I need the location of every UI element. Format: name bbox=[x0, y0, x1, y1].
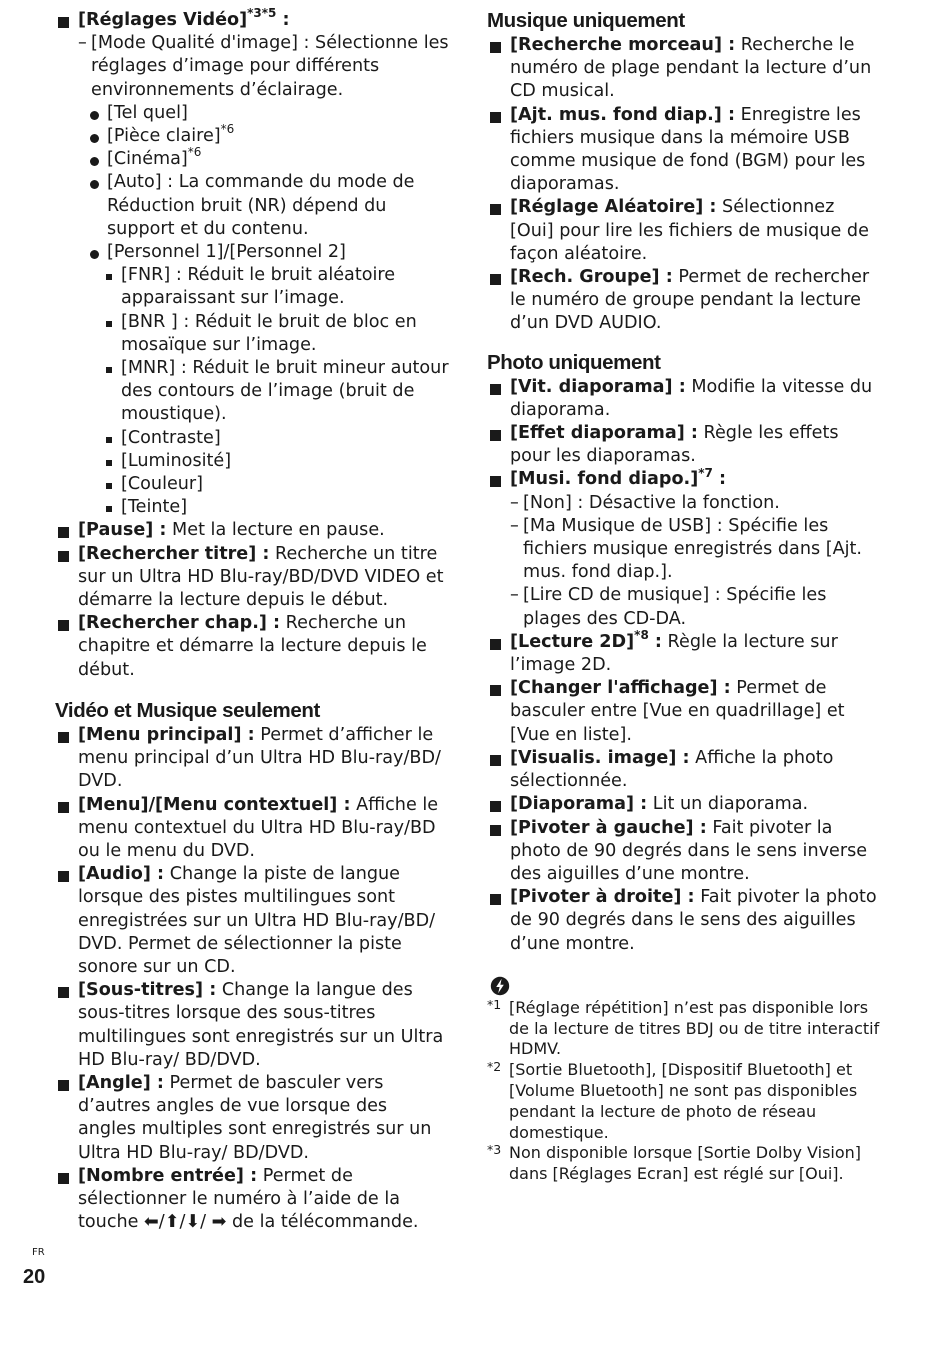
desc-play-2d: Règle la lecture sur l’image 2D. bbox=[510, 631, 838, 676]
term-video-settings: [Réglages Vidéo] bbox=[78, 10, 248, 30]
term-view-image: [Visualis. image] : bbox=[510, 747, 690, 768]
item-top-menu bbox=[55, 724, 450, 794]
desc-track-search: Recherche le numéro de plage pendant la lecture d’un CD musical. bbox=[510, 35, 872, 102]
item-shuffle bbox=[487, 196, 882, 266]
sub-option-contraste: [Contraste] bbox=[104, 427, 450, 450]
term-colon: : bbox=[712, 469, 727, 490]
quality-mode-entry: – [Mode Qualité d'image] : Sélectionne les réglages d’image pour différents environnements d’éclairage. bbox=[78, 32, 450, 102]
item-rotate-left bbox=[487, 817, 882, 887]
item-audio bbox=[55, 863, 450, 979]
term-popup-menu: [Menu]/[Menu contextuel] : bbox=[78, 794, 351, 815]
desc-slide-effect: Règle les effets pour les diaporamas. bbox=[510, 423, 839, 467]
item-slide-speed bbox=[487, 376, 882, 422]
option-auto: [Auto] : La commande du mode de Réduction bruit (NR) dépend du support et du contenu. bbox=[88, 171, 450, 241]
page-language: FR bbox=[32, 1247, 45, 1258]
term-search-chapter: [Rechercher chap.] : bbox=[78, 613, 281, 634]
item-rotate-right bbox=[487, 886, 882, 956]
item-popup-menu bbox=[55, 794, 450, 864]
sub-option-teinte: [Teinte] bbox=[104, 496, 450, 519]
footnote-1 bbox=[487, 998, 882, 1060]
term-shuffle: [Réglage Aléatoire] : bbox=[510, 197, 717, 218]
desc-number-entry: Permet de sélectionner le numéro à l’aide de la touche bbox=[78, 1165, 401, 1233]
option-label: [Cinéma] bbox=[107, 149, 188, 170]
desc-slide-speed: Modifie la vitesse du diaporama. bbox=[510, 376, 873, 420]
heading-video-music: Vidéo et Musique seulement bbox=[55, 698, 320, 722]
footnote-ref: *6 bbox=[187, 145, 202, 160]
left-column bbox=[55, 6, 450, 1234]
arrow-keys-icon: ⬅/⬆/⬇/ ➡ bbox=[138, 1212, 227, 1233]
item-slide-bgm bbox=[487, 465, 882, 630]
desc-top-menu: Permet d’afficher le menu principal d’un Ultra HD Blu-ray/BD/ DVD. bbox=[78, 724, 441, 792]
option-label: [Pièce claire] bbox=[107, 126, 221, 147]
item-add-bgm bbox=[487, 104, 882, 197]
heading-music-only: Musique uniquement bbox=[487, 9, 685, 32]
term-track-search: [Recherche morceau] : bbox=[510, 35, 736, 55]
item-search-chapter bbox=[55, 612, 450, 682]
desc-search-title: Recherche un titre sur un Ultra HD Blu-ray/BD/DVD VIDEO et démarre la lecture depuis le début. bbox=[78, 543, 444, 611]
term-add-bgm: [Ajt. mus. fond diap.] : bbox=[510, 104, 736, 125]
term-number-entry: [Nombre entrée] : bbox=[78, 1165, 258, 1186]
term-slide-effect: [Effet diaporama] : bbox=[510, 423, 698, 444]
desc-audio: Change la piste de langue lorsque des pistes multilingues sont enregistrées sur un Ultra HD Blu-ray/BD/ DVD. Permet de sélectionner la piste sonore sur un CD. bbox=[78, 864, 436, 977]
item-search-title bbox=[55, 543, 450, 613]
item-slideshow bbox=[487, 793, 882, 816]
desc-subtitle: Change la langue des sous-titres lorsque des sous-titres multilingues sont enregistrés sur un Ultra HD Blu-ray/ BD/DVD. bbox=[78, 980, 444, 1070]
item-angle bbox=[55, 1072, 450, 1165]
option-non: – [Non] : Désactive la fonction. bbox=[510, 492, 882, 515]
term-top-menu: [Menu principal] : bbox=[78, 724, 255, 745]
term-slideshow: [Diaporama] : bbox=[510, 794, 648, 815]
term-colon: : bbox=[276, 10, 290, 30]
footnote-mark: *1 bbox=[487, 996, 502, 1012]
item-group-search bbox=[487, 266, 882, 336]
footnote-mark: *3 bbox=[487, 1142, 502, 1158]
option-personnel: [Personnel 1]/[Personnel 2] bbox=[88, 241, 450, 264]
term-slide-speed: [Vit. diaporama] : bbox=[510, 376, 686, 397]
desc-angle: Permet de basculer vers d’autres angles de vue lorsque des angles multiples sont enregistrés sur un Ultra HD Blu-ray/ BD/DVD. bbox=[78, 1072, 432, 1163]
footnote-3 bbox=[487, 1143, 882, 1185]
right-column bbox=[487, 9, 882, 1185]
footnote-text: [Sortie Bluetooth], [Dispositif Bluetooth] et [Volume Bluetooth] ne sont pas disponibles pendant la lecture de photo de réseau domestique. bbox=[509, 1060, 858, 1142]
desc-add-bgm: Enregistre les fichiers musique dans la mémoire USB comme musique de fond (BGM) pour les diaporamas. bbox=[510, 104, 866, 195]
term-colon: : bbox=[648, 631, 662, 652]
item-video-settings bbox=[55, 6, 450, 519]
sub-option-luminosite: [Luminosité] bbox=[104, 450, 450, 473]
term-audio: [Audio] : bbox=[78, 864, 165, 885]
sub-option-bnr: [BNR ] : Réduit le bruit de bloc en mosaïque sur l’image. bbox=[104, 311, 450, 357]
term-rotate-right: [Pivoter à droite] : bbox=[510, 887, 695, 908]
option-music-cd: – [Lire CD de musique] : Spécifie les plages des CD-DA. bbox=[510, 584, 882, 630]
footnote-mark: *2 bbox=[487, 1059, 502, 1075]
desc-rotate-right: Fait pivoter la photo de 90 degrés dans le sens des aiguilles d’une montre. bbox=[510, 887, 877, 954]
footnote-ref: *8 bbox=[634, 628, 649, 643]
option-usb-music: – [Ma Musique de USB] : Spécifie les fichiers musique enregistrés dans [Ajt. mus. fond diap.]. bbox=[510, 515, 882, 585]
footnote-text: Non disponible lorsque [Sortie Dolby Vision] dans [Réglages Ecran] est réglé sur [Oui]. bbox=[509, 1143, 862, 1184]
desc-shuffle: Sélectionnez [Oui] pour lire les fichiers de musique de façon aléatoire. bbox=[510, 197, 869, 264]
sub-option-mnr: [MNR] : Réduit le bruit mineur autour des contours de l’image (bruit de moustique). bbox=[104, 357, 450, 427]
desc-slideshow: Lit un diaporama. bbox=[647, 794, 809, 815]
sub-option-fnr: [FNR] : Réduit le bruit aléatoire apparaissant sur l’image. bbox=[104, 264, 450, 310]
footnote-text: [Réglage répétition] n’est pas disponible lors de la lecture de titres BDJ ou de titre interactif HDMV. bbox=[509, 997, 880, 1059]
term-play-2d: [Lecture 2D] bbox=[510, 631, 635, 652]
desc-change-display: Permet de basculer entre [Vue en quadrillage] et [Vue en liste]. bbox=[510, 678, 845, 745]
footnote-ref: *7 bbox=[698, 465, 713, 480]
term-subtitle: [Sous-titres] : bbox=[78, 980, 217, 1001]
note-icon bbox=[490, 976, 510, 996]
item-slide-effect bbox=[487, 422, 882, 468]
term-search-title: [Rechercher titre] : bbox=[78, 543, 270, 564]
term-rotate-left: [Pivoter à gauche] : bbox=[510, 817, 707, 838]
item-pause bbox=[55, 519, 450, 542]
sub-option-couleur: [Couleur] bbox=[104, 473, 450, 496]
term-angle: [Angle] : bbox=[78, 1072, 164, 1093]
desc-group-search: Permet de rechercher le numéro de groupe pendant la lecture d’un DVD AUDIO. bbox=[510, 267, 870, 334]
term-group-search: [Rech. Groupe] : bbox=[510, 267, 673, 288]
desc-popup-menu: Affiche le menu contextuel du Ultra HD Blu-ray/BD ou le menu du DVD. bbox=[78, 794, 439, 861]
notes-section bbox=[487, 976, 882, 1185]
option-cinema bbox=[88, 145, 450, 171]
term-slide-bgm: [Musi. fond diapo.] bbox=[510, 469, 699, 490]
item-subtitle bbox=[55, 979, 450, 1072]
desc-pause: Met la lecture en pause. bbox=[166, 520, 385, 541]
heading-photo-only: Photo uniquement bbox=[487, 350, 661, 374]
footnote-2 bbox=[487, 1060, 882, 1143]
item-change-display bbox=[487, 677, 882, 747]
footnote-ref: *3*5 bbox=[247, 6, 277, 21]
term-pause: [Pause] : bbox=[78, 520, 167, 541]
desc-view-image: Affiche la photo sélectionnée. bbox=[510, 747, 834, 792]
item-number-entry bbox=[55, 1165, 450, 1235]
footnote-ref: *6 bbox=[220, 122, 235, 137]
item-play-2d bbox=[487, 628, 882, 677]
item-track-search bbox=[487, 34, 882, 104]
item-view-image bbox=[487, 747, 882, 793]
page-number: 20 bbox=[23, 1266, 46, 1288]
term-change-display: [Changer l'affichage] : bbox=[510, 678, 731, 699]
desc-rotate-left: Fait pivoter la photo de 90 degrés dans le sens inverse des aiguilles d’une montre. bbox=[510, 817, 868, 884]
option-piece-claire bbox=[88, 122, 450, 148]
desc-search-chapter: Recherche un chapitre et démarre la lecture depuis le début. bbox=[78, 613, 427, 680]
option-tel-quel: [Tel quel] bbox=[88, 102, 450, 125]
desc-number-entry-end: de la télécommande. bbox=[226, 1212, 419, 1233]
